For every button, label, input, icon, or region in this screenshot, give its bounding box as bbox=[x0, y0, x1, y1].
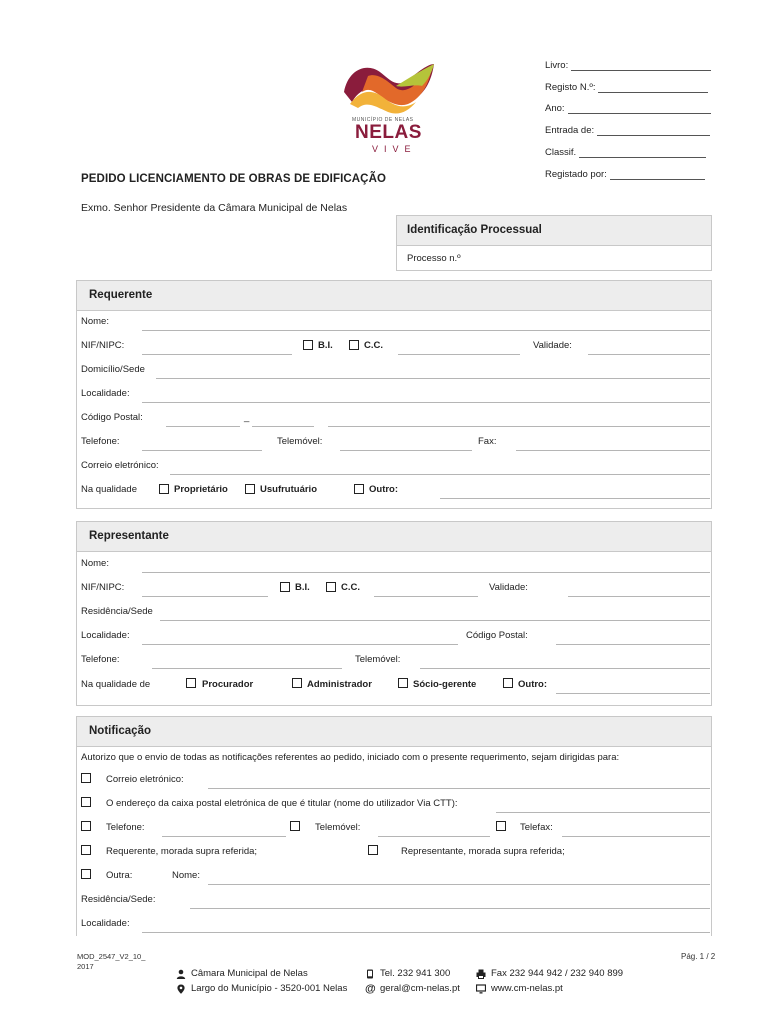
proprietario-checkbox[interactable] bbox=[159, 484, 169, 494]
procurador-checkbox[interactable] bbox=[186, 678, 196, 688]
registry-ano[interactable] bbox=[545, 103, 711, 114]
socio-gerente-checkbox[interactable] bbox=[398, 678, 408, 688]
rep-localidade-field[interactable] bbox=[142, 644, 458, 645]
footer-web-text: www.cm-nelas.pt bbox=[491, 983, 563, 994]
rep-telemovel-field[interactable] bbox=[420, 668, 710, 669]
notificacao-section bbox=[76, 716, 712, 936]
notif-localidade-field[interactable] bbox=[142, 932, 710, 933]
nif-field[interactable] bbox=[142, 354, 292, 355]
logo-small-text: MUNICÍPIO DE NELAS bbox=[352, 117, 414, 123]
outro-checkbox[interactable] bbox=[354, 484, 364, 494]
usufrutuario-checkbox[interactable] bbox=[245, 484, 255, 494]
rep-telemovel-label: Telemóvel: bbox=[355, 654, 401, 665]
notif-telemovel-checkbox[interactable] bbox=[290, 821, 300, 831]
domicilio-field[interactable] bbox=[156, 378, 710, 379]
notif-nome-field[interactable] bbox=[208, 884, 710, 885]
identificacao-header: Identificação Processual bbox=[397, 216, 711, 246]
rep-nif-label: NIF/NIPC: bbox=[81, 582, 125, 593]
rep-codigo-postal-label: Código Postal: bbox=[466, 630, 528, 641]
notif-representante-label: Representante, morada supra referida; bbox=[401, 846, 565, 857]
outro-label: Outro: bbox=[369, 484, 399, 495]
localidade-label: Localidade: bbox=[81, 388, 130, 399]
fax-field[interactable] bbox=[516, 450, 710, 451]
notif-localidade-label: Localidade: bbox=[81, 918, 130, 929]
notif-nome-label: Nome: bbox=[172, 870, 200, 881]
notif-telefone-field[interactable] bbox=[162, 836, 286, 837]
notificacao-intro: Autorizo que o envio de todas as notificações referentes ao pedido, iniciado com o presente requerimento, sejam dirigidas para: bbox=[81, 752, 620, 763]
at-icon: @ bbox=[365, 982, 376, 995]
page-title: PEDIDO LICENCIAMENTO DE OBRAS DE EDIFICAÇÃO bbox=[81, 173, 387, 185]
footer-tel bbox=[365, 968, 450, 979]
greeting: Exmo. Senhor Presidente da Câmara Municipal de Nelas bbox=[81, 202, 348, 214]
outro-field[interactable] bbox=[440, 498, 710, 499]
registry-label: Ano: bbox=[545, 103, 565, 114]
registry-label: Classif. bbox=[545, 147, 577, 158]
registry-fill bbox=[610, 171, 705, 180]
cc-checkbox[interactable] bbox=[349, 340, 359, 350]
footer-camara-text: Câmara Municipal de Nelas bbox=[191, 968, 308, 979]
registry-fill bbox=[568, 105, 711, 114]
rep-validade-field[interactable] bbox=[568, 596, 710, 597]
footer-morada bbox=[176, 983, 347, 994]
registry-classif[interactable] bbox=[545, 147, 706, 158]
telefone-label: Telefone: bbox=[81, 436, 120, 447]
notif-correio-label: Correio eletrónico: bbox=[106, 774, 184, 785]
notif-caixa-postal-field[interactable] bbox=[496, 812, 710, 813]
notif-correio-checkbox[interactable] bbox=[81, 773, 91, 783]
registry-entrada[interactable] bbox=[545, 125, 710, 136]
usufrutuario-label: Usufrutuário bbox=[260, 484, 317, 495]
proprietario-label: Proprietário bbox=[174, 484, 228, 495]
notif-telefax-field[interactable] bbox=[562, 836, 710, 837]
location-pin-icon bbox=[176, 984, 186, 994]
rep-residencia-label: Residência/Sede bbox=[81, 606, 153, 617]
registry-fill bbox=[598, 84, 708, 93]
na-qualidade-label: Na qualidade bbox=[81, 484, 137, 495]
rep-telefone-label: Telefone: bbox=[81, 654, 120, 665]
rep-localidade-label: Localidade: bbox=[81, 630, 130, 641]
codigo-postal-prefix-field[interactable] bbox=[166, 426, 240, 427]
rep-nif-field[interactable] bbox=[142, 596, 268, 597]
telemovel-label: Telemóvel: bbox=[277, 436, 323, 447]
nome-label: Nome: bbox=[81, 316, 109, 327]
notif-telefax-checkbox[interactable] bbox=[496, 821, 506, 831]
notif-outra-label: Outra: bbox=[106, 870, 133, 881]
fax-label: Fax: bbox=[478, 436, 497, 447]
logo-graphic bbox=[338, 58, 438, 120]
logo-name: NELAS bbox=[355, 122, 422, 143]
notif-residencia-label: Residência/Sede: bbox=[81, 894, 156, 905]
footer-tel-text: Tel. 232 941 300 bbox=[380, 968, 451, 979]
registry-fill bbox=[597, 127, 710, 136]
rep-cc-label: C.C. bbox=[341, 582, 360, 593]
rep-outro-checkbox[interactable] bbox=[503, 678, 513, 688]
registry-registado[interactable] bbox=[545, 169, 705, 180]
footer-fax bbox=[476, 968, 623, 979]
rep-outro-field[interactable] bbox=[556, 693, 710, 694]
administrador-label: Administrador bbox=[307, 679, 372, 690]
bi-label: B.I. bbox=[318, 340, 333, 351]
rep-nome-label: Nome: bbox=[81, 558, 109, 569]
representante-header: Representante bbox=[77, 522, 711, 552]
form-code-line1: MOD_2547_V2_10_ bbox=[77, 952, 146, 961]
administrador-checkbox[interactable] bbox=[292, 678, 302, 688]
registry-label: Registado por: bbox=[545, 169, 607, 180]
rep-bi-label: B.I. bbox=[295, 582, 310, 593]
rep-bi-checkbox[interactable] bbox=[280, 582, 290, 592]
footer-morada-text: Largo do Município - 3520-001 Nelas bbox=[191, 983, 348, 994]
notif-representante-checkbox[interactable] bbox=[368, 845, 378, 855]
notif-telefone-checkbox[interactable] bbox=[81, 821, 91, 831]
page-number: Pág. 1 / 2 bbox=[681, 952, 716, 961]
notif-telemovel-field[interactable] bbox=[378, 836, 490, 837]
notif-telefone-label: Telefone: bbox=[106, 822, 145, 833]
logo-tagline: VIVE bbox=[372, 144, 417, 154]
notif-caixa-postal-label: O endereço da caixa postal eletrónica de que é titular (nome do utilizador Via CTT): bbox=[106, 798, 458, 809]
registry-registo[interactable] bbox=[545, 82, 708, 93]
requerente-header: Requerente bbox=[77, 281, 711, 311]
notif-outra-checkbox[interactable] bbox=[81, 869, 91, 879]
rep-validade-label: Validade: bbox=[489, 582, 528, 593]
codigo-postal-dash: _ bbox=[244, 412, 250, 423]
registry-fill bbox=[571, 62, 711, 71]
nif-label: NIF/NIPC: bbox=[81, 340, 125, 351]
procurador-label: Procurador bbox=[202, 679, 254, 690]
footer-web[interactable] bbox=[476, 983, 563, 994]
rep-na-qualidade-label: Na qualidade de bbox=[81, 679, 151, 690]
rep-nome-field[interactable] bbox=[142, 572, 710, 573]
notificacao-header: Notificação bbox=[77, 717, 711, 747]
notif-residencia-field[interactable] bbox=[190, 908, 710, 909]
localidade-field[interactable] bbox=[142, 402, 710, 403]
phone-icon bbox=[365, 969, 375, 979]
fax-icon bbox=[476, 969, 486, 979]
person-icon bbox=[176, 969, 186, 979]
form-code-line2: 2017 bbox=[77, 962, 94, 971]
rep-cc-checkbox[interactable] bbox=[326, 582, 336, 592]
registry-label: Entrada de: bbox=[545, 125, 595, 136]
registry-label: Registo N.º: bbox=[545, 82, 596, 93]
footer-fax-text: Fax 232 944 942 / 232 940 899 bbox=[491, 968, 624, 979]
rep-outro-label: Outro: bbox=[518, 679, 548, 690]
notif-caixa-postal-checkbox[interactable] bbox=[81, 797, 91, 807]
registry-fill bbox=[579, 149, 706, 158]
monitor-icon bbox=[476, 984, 486, 994]
domicilio-label: Domicílio/Sede bbox=[81, 364, 145, 375]
cc-label: C.C. bbox=[364, 340, 383, 351]
rep-codigo-postal-field[interactable] bbox=[556, 644, 710, 645]
codigo-postal-label: Código Postal: bbox=[81, 412, 143, 423]
form-code bbox=[77, 952, 145, 972]
representante-section bbox=[76, 521, 712, 706]
codigo-postal-suffix-field[interactable] bbox=[252, 426, 314, 427]
id-number-field[interactable] bbox=[398, 354, 520, 355]
validade-label: Validade: bbox=[533, 340, 572, 351]
codigo-postal-locality-field[interactable] bbox=[328, 426, 710, 427]
notif-requerente-checkbox[interactable] bbox=[81, 845, 91, 855]
bi-checkbox[interactable] bbox=[303, 340, 313, 350]
processo-label: Processo n.º bbox=[407, 253, 461, 264]
footer-email-text: geral@cm-nelas.pt bbox=[380, 983, 460, 994]
registry-livro[interactable] bbox=[545, 60, 711, 71]
nome-field[interactable] bbox=[142, 330, 710, 331]
notif-telemovel-label: Telemóvel: bbox=[315, 822, 361, 833]
municipality-logo bbox=[338, 58, 438, 158]
notif-correio-field[interactable] bbox=[208, 788, 710, 789]
footer-email[interactable] bbox=[365, 983, 460, 994]
correio-label: Correio eletrónico: bbox=[81, 460, 159, 471]
footer-camara bbox=[176, 968, 308, 979]
rep-id-number-field[interactable] bbox=[374, 596, 478, 597]
identificacao-processual-box bbox=[396, 215, 712, 271]
notif-requerente-label: Requerente, morada supra referida; bbox=[106, 846, 258, 857]
registry-label: Livro: bbox=[545, 60, 569, 71]
notif-telefax-label: Telefax: bbox=[520, 822, 553, 833]
validade-field[interactable] bbox=[588, 354, 710, 355]
socio-gerente-label: Sócio-gerente bbox=[413, 679, 477, 690]
rep-residencia-field[interactable] bbox=[160, 620, 710, 621]
correio-field[interactable] bbox=[170, 474, 710, 475]
rep-telefone-field[interactable] bbox=[152, 668, 342, 669]
telefone-field[interactable] bbox=[142, 450, 262, 451]
telemovel-field[interactable] bbox=[340, 450, 472, 451]
